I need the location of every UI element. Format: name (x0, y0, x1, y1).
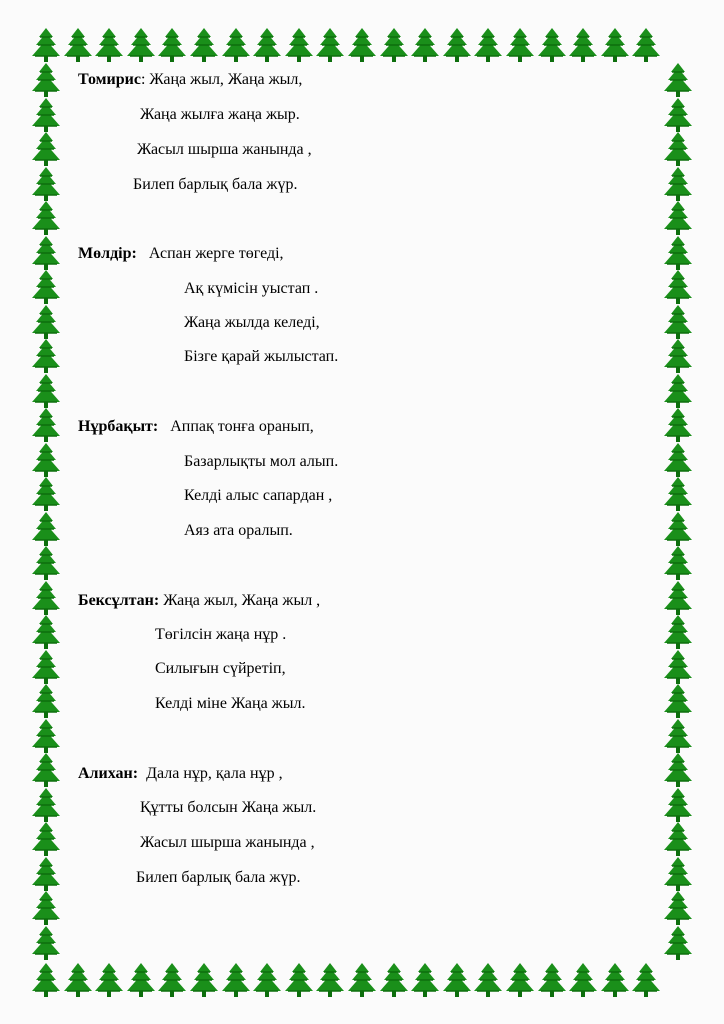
verse-line: Төгілсін жаңа нұр . (155, 626, 287, 643)
verse-line: Құтты болсын Жаңа жыл. (140, 799, 317, 816)
verse-line: Ақ күмісін уыстап . (184, 280, 319, 297)
verse-line: Силығын сүйретіп, (155, 660, 286, 677)
stanza-4-line-1 (78, 591, 320, 611)
verse-line: Бізге қарай жылыстап. (184, 348, 339, 365)
verse-text: Аспан жерге төгеді, (136, 245, 284, 262)
verse-line: Билеп барлық бала жүр. (133, 176, 298, 193)
verse-line: Аяз ата оралып. (184, 522, 293, 539)
stanza-5-line-1 (78, 764, 283, 784)
speaker-name: Томирис (78, 71, 141, 88)
speaker-name: Алихан: (78, 765, 139, 782)
verse-line: Жаңа жылға жаңа жыр. (140, 106, 300, 123)
verse-line: Жасыл шырша жанында , (137, 141, 312, 158)
verse-line: Келді алыс сапардан , (184, 487, 333, 504)
stanza-1-line-1 (78, 70, 302, 90)
verse-text: : Жаңа жыл, Жаңа жыл, (140, 71, 303, 88)
speaker-name: Нұрбақыт: (78, 418, 159, 435)
verse-line: Жасыл шырша жанында , (140, 834, 315, 851)
stanza-3-line-1 (78, 417, 314, 437)
verse-line: Базарлықты мол алып. (184, 453, 339, 470)
verse-text: Дала нұр, қала нұр , (138, 765, 283, 782)
verse-text: Аппақ тонға оранып, (158, 418, 314, 435)
verse-line: Билеп барлық бала жүр. (136, 869, 301, 886)
speaker-name: Бексұлтан: (78, 592, 160, 609)
verse-text: Жаңа жыл, Жаңа жыл , (159, 592, 321, 609)
speaker-name: Мөлдір: (78, 245, 137, 262)
verse-line: Келді міне Жаңа жыл. (155, 695, 306, 712)
verse-line: Жаңа жылда келеді, (184, 314, 320, 331)
stanza-2-line-1 (78, 244, 284, 264)
